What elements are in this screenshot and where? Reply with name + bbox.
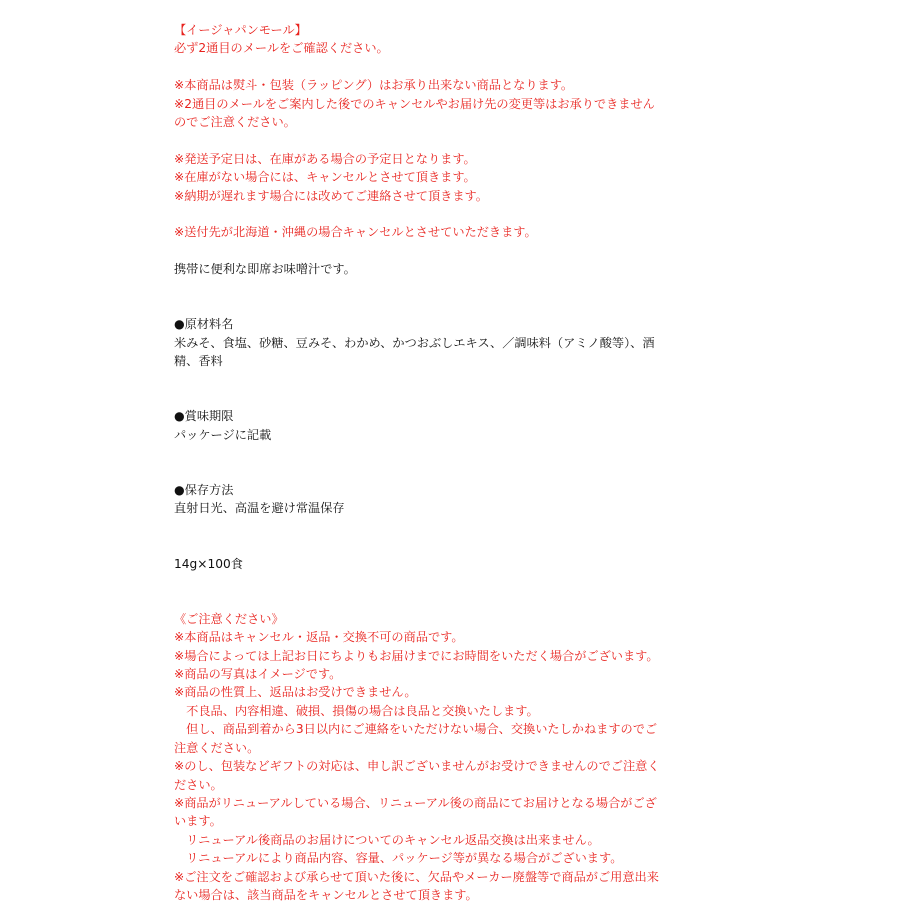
- shop-name: 【イージャパンモール】: [174, 23, 307, 37]
- storage-heading: ●保存方法: [174, 483, 234, 498]
- spacer: [174, 242, 714, 260]
- spacer: [174, 205, 714, 223]
- caution-line: ※ご注文をご確認および承らせて頂いた後に、欠品やメーカー廃盤等で商品がご用意出来: [174, 869, 659, 884]
- caution-line: 不良品、内容相違、破損、損傷の場合は良品と交換いたします。: [174, 703, 539, 718]
- email-confirm-notice: 必ず2通目のメールをご確認ください。: [174, 41, 389, 56]
- caution-line: 但し、商品到着から3日以内にご連絡をいただけない場合、交換いたしかねますのでご: [174, 722, 658, 737]
- notice-line: ※本商品は熨斗・包装（ラッピング）はお承り出来ない商品となります。: [174, 78, 574, 93]
- expiry-heading: ●賞味期限: [174, 409, 234, 424]
- quantity-section: [174, 555, 714, 573]
- quantity-text: 14g×100食: [174, 556, 243, 571]
- storage-text: 直射日光、高温を避け常温保存: [174, 501, 345, 516]
- spacer: [174, 58, 714, 76]
- caution-heading: 《ご注意ください》: [174, 611, 284, 626]
- caution-line: リニューアルにより商品内容、容量、パッケージ等が異なる場合がございます。: [174, 851, 623, 866]
- caution-section: [174, 610, 714, 904]
- product-description: [174, 260, 714, 278]
- expiry-text: パッケージに記載: [174, 427, 272, 442]
- spacer: [174, 371, 714, 408]
- caution-line: ※商品がリニューアルしている場合、リニューアル後の商品にてお届けとなる場合がござ: [174, 795, 657, 810]
- spacer: [174, 444, 714, 481]
- ingredients-heading: ●原材料名: [174, 317, 234, 332]
- description-text: 携帯に便利な即席お味噌汁です。: [174, 262, 356, 277]
- caution-line: ※商品の写真はイメージです。: [174, 667, 342, 682]
- spacer: [174, 131, 714, 149]
- caution-line: ない場合は、該当商品をキャンセルとさせて頂きます。: [174, 887, 478, 902]
- ingredients-text: 米みそ、食塩、砂糖、豆みそ、わかめ、かつおぶしエキス、／調味料（アミノ酸等）、酒: [174, 335, 655, 350]
- expiry-section: [174, 407, 714, 444]
- caution-line: ※場合によっては上記お日にちよりもお届けまでにお時間をいただく場合がございます。: [174, 648, 659, 663]
- notice-line: ※2通目のメールをご案内した後でのキャンセルやお届け先の変更等はお承りできません: [174, 96, 655, 111]
- caution-line: 注意ください。: [174, 740, 260, 755]
- notice-line: ※納期が遅れます場合には改めてご連絡させて頂きます。: [174, 188, 488, 203]
- caution-line: リニューアル後商品のお届けについてのキャンセル返品交換は出来ません。: [174, 832, 600, 847]
- shop-header: [174, 21, 714, 58]
- spacer: [174, 279, 714, 316]
- wrapping-notice: [174, 76, 714, 131]
- notice-line: ※発送予定日は、在庫がある場合の予定日となります。: [174, 151, 476, 166]
- ingredients-text: 精、香料: [174, 354, 223, 369]
- caution-line: ※商品の性質上、返品はお受けできません。: [174, 685, 417, 700]
- notice-line: ※在庫がない場合には、キャンセルとさせて頂きます。: [174, 170, 476, 185]
- spacer: [174, 518, 714, 555]
- caution-line: ※本商品はキャンセル・返品・交換不可の商品です。: [174, 630, 464, 645]
- shipping-notice: [174, 150, 714, 205]
- region-notice: [174, 223, 714, 241]
- notice-line: のでご注意ください。: [174, 115, 296, 130]
- spacer: [174, 573, 714, 610]
- notice-line: ※送付先が北海道・沖縄の場合キャンセルとさせていただきます。: [174, 225, 537, 240]
- caution-line: ださい。: [174, 777, 223, 792]
- ingredients-section: [174, 315, 714, 370]
- caution-line: ※のし、包装などギフトの対応は、申し訳ございませんがお受けできませんのでご注意く: [174, 759, 660, 774]
- product-description-document: [174, 21, 714, 904]
- storage-section: [174, 481, 714, 518]
- caution-line: います。: [174, 814, 222, 829]
